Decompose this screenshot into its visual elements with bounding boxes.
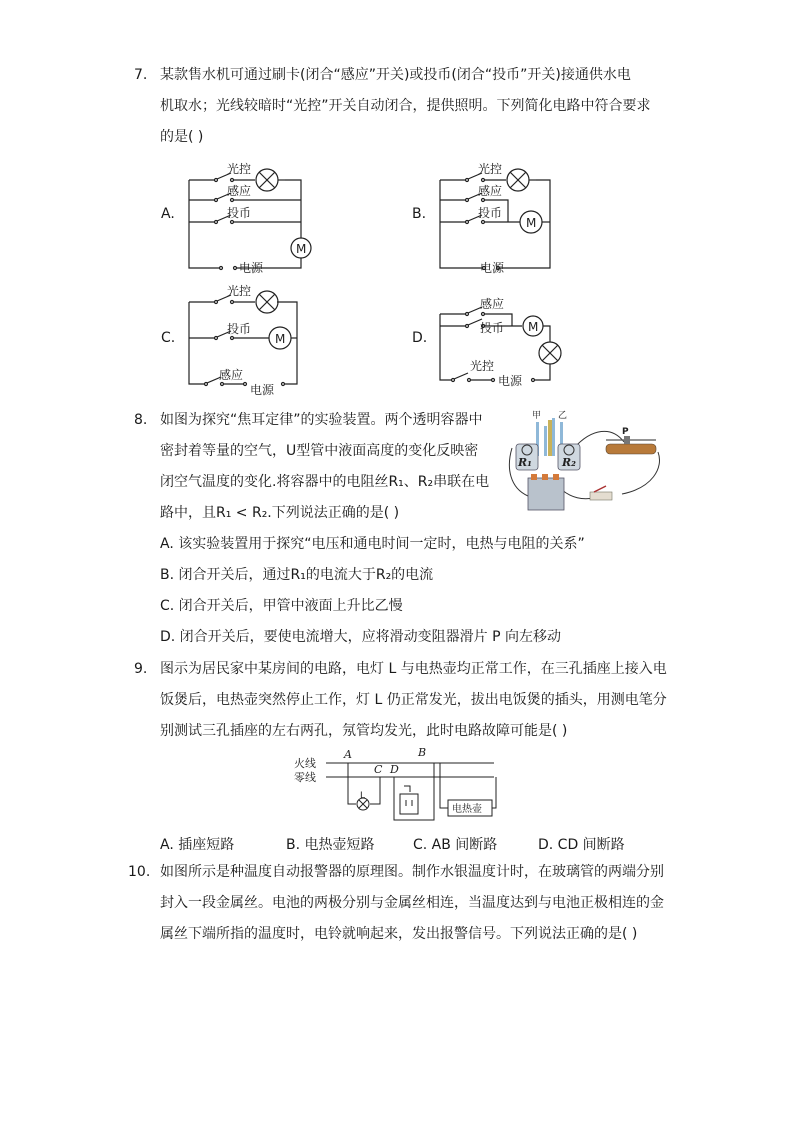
slider-label-p: P (622, 427, 629, 437)
motor-label: M (275, 332, 286, 346)
question-text-line: 属丝下端所指的温度时，电铃就响起来，发出报警信号。下列说法正确的是( ) (160, 926, 638, 942)
point-label-c: C (374, 763, 383, 776)
switch-label: 光控 (227, 284, 252, 298)
power-source-label: 电源 (250, 383, 275, 397)
household-circuit-figure (294, 746, 514, 826)
switch-label: 投币 (227, 322, 252, 336)
question-text-line: 机取水；光线较暗时“光控”开关自动闭合，提供照明。下列简化电路中符合要求 (160, 98, 651, 114)
question-text-line: 饭煲后，电热壶突然停止工作，灯 L 仍正常发光，拔出电饭煲的插头，用测电笔分 (160, 692, 667, 708)
power-source-label: 电源 (498, 374, 523, 388)
switch-label: 感应 (227, 184, 252, 198)
question-text-line: 密封着等量的空气，U型管中液面高度的变化反映密 (160, 443, 479, 459)
question-number: 8. (134, 412, 148, 428)
switch-label: 感应 (480, 297, 505, 311)
switch-label: 感应 (478, 184, 503, 198)
question-text-line: 的是( ) (160, 129, 204, 145)
resistor-label-r2: R₂ (562, 456, 576, 469)
power-source-label: 电源 (239, 261, 264, 275)
option-d: D. CD 间断路 (538, 837, 625, 853)
option-label-d: D. (412, 330, 428, 346)
resistor-label-r1: R₁ (518, 456, 532, 469)
option-a: A. 插座短路 (160, 837, 235, 853)
question-text-line: 图示为居民家中某房间的电路，电灯 L 与电热壶均正常工作，在三孔插座上接入电 (160, 661, 667, 677)
motor-label: M (526, 216, 537, 230)
circuit-diagram-c (185, 280, 325, 400)
question-text-line: 闭空气温度的变化.将容器中的电阻丝R₁、R₂串联在电 (160, 474, 490, 490)
joule-law-apparatus-figure (502, 408, 664, 514)
tube-label-jia: 甲 (532, 411, 542, 421)
option-c: C. AB 间断路 (413, 837, 498, 853)
switch-label: 光控 (227, 162, 252, 176)
motor-label: M (296, 242, 307, 256)
option-b: B. 闭合开关后，通过R₁的电流大于R₂的电流 (160, 567, 434, 583)
circuit-diagram-b (436, 158, 576, 278)
question-text-line: 别测试三孔插座的左右两孔，氖管均发光，此时电路故障可能是( ) (160, 723, 568, 739)
option-d: D. 闭合开关后，要使电流增大，应将滑动变阻器滑片 P 向左移动 (160, 629, 562, 645)
power-source-label: 电源 (480, 261, 505, 275)
option-c: C. 闭合开关后，甲管中液面上升比乙慢 (160, 598, 403, 614)
switch-label: 感应 (219, 368, 244, 382)
switch-label: 投币 (478, 206, 503, 220)
circuit-diagram-a (185, 158, 325, 278)
switch-label: 光控 (470, 359, 495, 373)
kettle-label: 电热壶 (452, 804, 482, 815)
question-text-line: 封入一段金属丝。电池的两极分别与金属丝相连，当温度达到与电池正极相连的金 (160, 895, 664, 911)
option-label-a: A. (161, 206, 175, 222)
option-label-b: B. (412, 206, 427, 222)
lamp-label: L (360, 791, 366, 801)
question-number: 9. (134, 661, 148, 677)
option-label-c: C. (161, 330, 176, 346)
tube-label-yi: 乙 (558, 411, 568, 421)
question-text-line: 路中，且R₁ < R₂.下列说法正确的是( ) (160, 505, 400, 521)
switch-label: 光控 (478, 162, 503, 176)
question-text-line: 如图所示是种温度自动报警器的原理图。制作水银温度计时，在玻璃管的两端分别 (160, 864, 664, 880)
circuit-diagram-d (436, 294, 576, 394)
option-b: B. 电热壶短路 (286, 837, 375, 853)
live-wire-label: 火线 (294, 757, 316, 770)
neutral-wire-label: 零线 (294, 771, 316, 784)
question-text-line: 如图为探究“焦耳定律”的实验装置。两个透明容器中 (160, 412, 483, 428)
switch-label: 投币 (480, 321, 505, 335)
switch-label: 投币 (227, 206, 252, 220)
question-number: 7. (134, 67, 148, 83)
motor-label: M (528, 320, 539, 334)
point-label-b: B (418, 746, 427, 759)
question-number: 10. (128, 864, 151, 880)
point-label-a: A (344, 748, 352, 761)
point-label-d: D (390, 763, 399, 776)
question-text-line: 某款售水机可通过刷卡(闭合“感应”开关)或投币(闭合“投币”开关)接通供水电 (160, 67, 631, 83)
option-a: A. 该实验装置用于探究“电压和通电时间一定时，电热与电阻的关系” (160, 536, 585, 552)
